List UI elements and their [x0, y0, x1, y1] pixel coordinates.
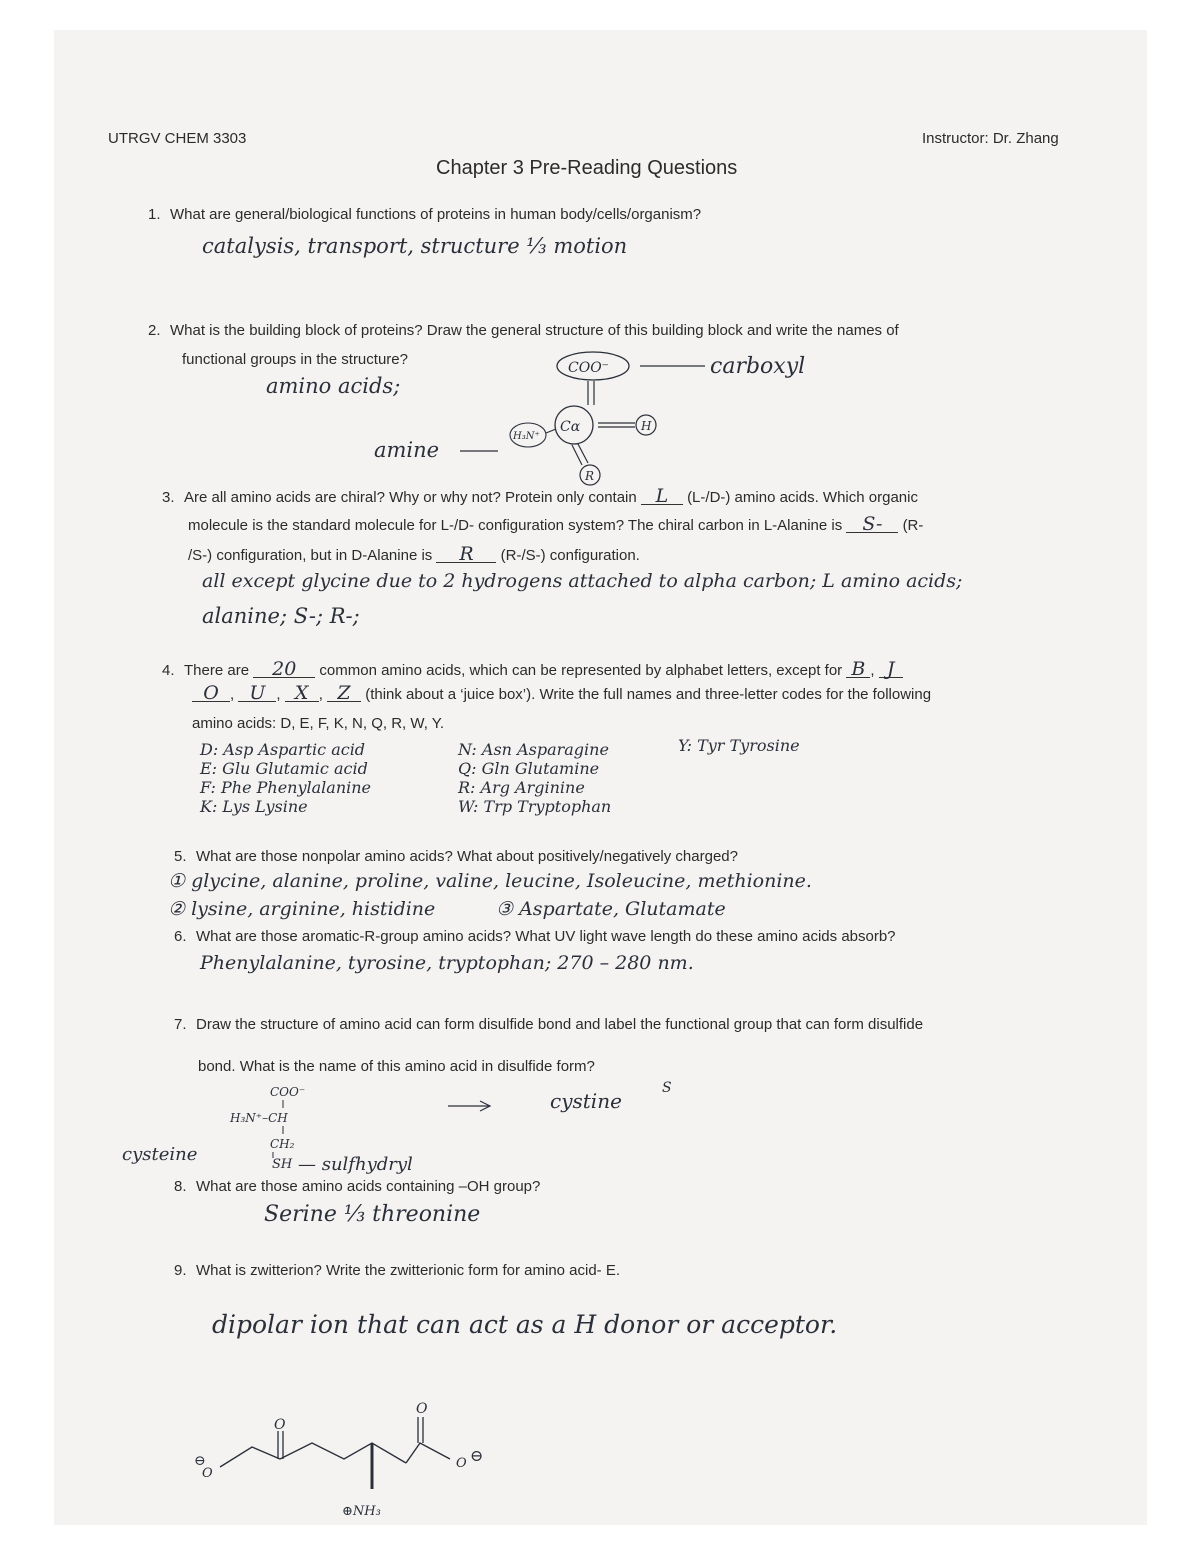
question-number: 4. [162, 662, 175, 679]
h3n-label: H₃N⁺ [513, 431, 540, 442]
cysteine-structure-drawing [118, 1078, 718, 1188]
answer-4-col-1 [200, 740, 371, 816]
question-text: What are those nonpolar amino acids? What about positively/negatively charged? [196, 848, 738, 865]
oxygen-top-right: O [416, 1401, 428, 1417]
answer-5-negative: ③ Aspartate, Glutamate [496, 898, 726, 920]
amino-acid-entry: K: Lys Lysine [200, 797, 308, 816]
oxygen-left: O [202, 1466, 213, 1481]
h-label: H [641, 419, 652, 433]
sulfhydryl-label: — sulfhydryl [298, 1154, 413, 1175]
blank-chirality: L [641, 488, 683, 505]
question-number: 9. [174, 1262, 187, 1279]
instructor-name: Instructor: Dr. Zhang [922, 130, 1059, 147]
blank-amino-acid-count: 20 [253, 661, 315, 678]
blank-excluded-letter: X [285, 685, 319, 702]
cysteine-label: cysteine [122, 1144, 198, 1165]
amino-acid-entry: Q: Gln Glutamine [458, 759, 600, 778]
blank-excluded-letter: Z [327, 685, 361, 702]
question-3-line-3 [188, 543, 640, 565]
question-text: (R- [902, 517, 924, 534]
amino-acid-entry: D: Asp Aspartic acid [200, 740, 366, 759]
question-7-line-2: bond. What is the name of this amino acid in disulfide form? [198, 1058, 595, 1075]
sh-label: SH [272, 1157, 293, 1172]
question-text: Draw the structure of amino acid can form disulfide bond and label the functional group that can form disulfide [196, 1016, 924, 1033]
answer-9: dipolar ion that can act as a H donor or acceptor. [212, 1310, 838, 1339]
question-6 [174, 928, 896, 945]
minus-charge-left: ⊖ [194, 1453, 206, 1469]
blank-excluded-letter: O [192, 685, 230, 702]
question-4-line-1: 4. There are 20 common amino acids, which can be represented by alphabet letters, except for B , J [162, 661, 903, 679]
amine-label: amine [374, 438, 440, 462]
answer-4-col-3 [678, 736, 800, 755]
h3n-ch-label: H₃N⁺–CH [230, 1111, 288, 1125]
question-number: 8. [174, 1178, 187, 1195]
amino-acid-structure-drawing [360, 345, 880, 495]
answer-4-col-2 [458, 740, 611, 816]
amino-acid-entry: W: Trp Tryptophan [458, 797, 612, 816]
blank-d-alanine: R [436, 546, 496, 563]
question-text: What are general/biological functions of proteins in human body/cells/organism? [170, 206, 702, 223]
answer-5-positive: ② lysine, arginine, histidine [168, 898, 436, 920]
question-8 [174, 1178, 540, 1195]
question-1 [148, 206, 701, 223]
blank-excluded-letter: B [846, 661, 870, 678]
question-2-line-2: functional groups in the structure? [182, 351, 408, 368]
oxygen-top-left: O [274, 1417, 286, 1433]
question-number: 3. [162, 489, 175, 506]
coo-label: COO⁻ [270, 1085, 306, 1099]
answer-8: Serine ⅓ threonine [264, 1202, 481, 1227]
question-number: 2. [148, 322, 161, 339]
question-9 [174, 1262, 620, 1279]
question-text: (L-/D-) amino acids. Which organic [687, 489, 918, 506]
question-4-line-3: amino acids: D, E, F, K, N, Q, R, W, Y. [192, 715, 445, 732]
amino-acid-entry: N: Asn Asparagine [458, 740, 609, 759]
question-text: Are all amino acids are chiral? Why or why not? Protein only contain [184, 489, 637, 506]
ammonium-label: ⊕NH₃ [342, 1504, 381, 1519]
blank-l-alanine: S- [846, 516, 898, 533]
amino-acid-entry: R: Arg Arginine [458, 778, 585, 797]
calpha-label: Cα [560, 419, 581, 435]
question-7-line-1 [174, 1016, 923, 1033]
answer-5-nonpolar: ① glycine, alanine, proline, valine, leucine, Isoleucine, methionine. [168, 870, 812, 892]
question-text: What is zwitterion? Write the zwitterionic form for amino acid- E. [196, 1262, 621, 1279]
question-3-line-2 [188, 513, 924, 535]
answer-3-line-1: all except glycine due to 2 hydrogens attached to alpha carbon; L amino acids; [202, 570, 963, 592]
question-text: /S-) configuration, but in D-Alanine is [188, 547, 433, 564]
question-text: What are those aromatic-R-group amino acids? What UV light wave length do these amino acids absorb? [196, 928, 896, 945]
question-2-line-1 [148, 322, 899, 339]
question-text: What is the building block of proteins? Draw the general structure of this building block and write the names of [170, 322, 899, 339]
question-text: molecule is the standard molecule for L-/D- configuration system? The chiral carbon in L-Alanine is [188, 517, 843, 534]
question-number: 7. [174, 1016, 187, 1033]
question-number: 5. [174, 848, 187, 865]
question-text: There are [184, 662, 250, 679]
r-label: R [585, 469, 595, 483]
question-4-line-2: O , U , X , Z (think about a ‘juice box’). Write the full names and three-letter codes for the following [192, 685, 931, 703]
amino-acid-entry: Y: Tyr Tyrosine [678, 736, 800, 755]
page-title: Chapter 3 Pre-Reading Questions [436, 157, 738, 179]
answer-2: amino acids; [266, 374, 401, 398]
minus-charge-right: ⊖ [470, 1446, 484, 1465]
oxygen-right: O [456, 1456, 467, 1471]
question-3-line-1 [162, 485, 918, 507]
question-text: common amino acids, which can be represented by alphabet letters, except for [319, 662, 843, 679]
ch2-label: CH₂ [270, 1137, 295, 1151]
coo-label: COO⁻ [568, 360, 610, 376]
zwitterion-structure-drawing [180, 1395, 540, 1530]
question-text: (R-/S-) configuration. [500, 547, 640, 564]
question-text: What are those amino acids containing –OH group? [196, 1178, 541, 1195]
answer-3-line-2: alanine; S-; R-; [202, 604, 360, 628]
answer-1: catalysis, transport, structure ⅓ motion [202, 234, 628, 258]
blank-excluded-letter: U [238, 685, 276, 702]
course-code: UTRGV CHEM 3303 [108, 130, 247, 147]
question-text: (think about a ‘juice box’). Write the full names and three-letter codes for the following [365, 686, 932, 703]
s-mark: S [662, 1080, 672, 1096]
carboxyl-chain [406, 1443, 450, 1463]
bond-line [546, 429, 556, 433]
cystine-label: cystine [550, 1089, 622, 1113]
carboxyl-label: carboxyl [710, 354, 806, 379]
question-number: 1. [148, 206, 161, 223]
carbon-chain [220, 1443, 406, 1467]
question-5 [174, 848, 738, 865]
question-number: 6. [174, 928, 187, 945]
answer-6: Phenylalanine, tyrosine, tryptophan; 270 – 280 nm. [200, 952, 694, 974]
blank-excluded-letter: J [879, 661, 903, 678]
amino-acid-entry: E: Glu Glutamic acid [200, 759, 368, 778]
amino-acid-entry: F: Phe Phenylalanine [200, 778, 372, 797]
